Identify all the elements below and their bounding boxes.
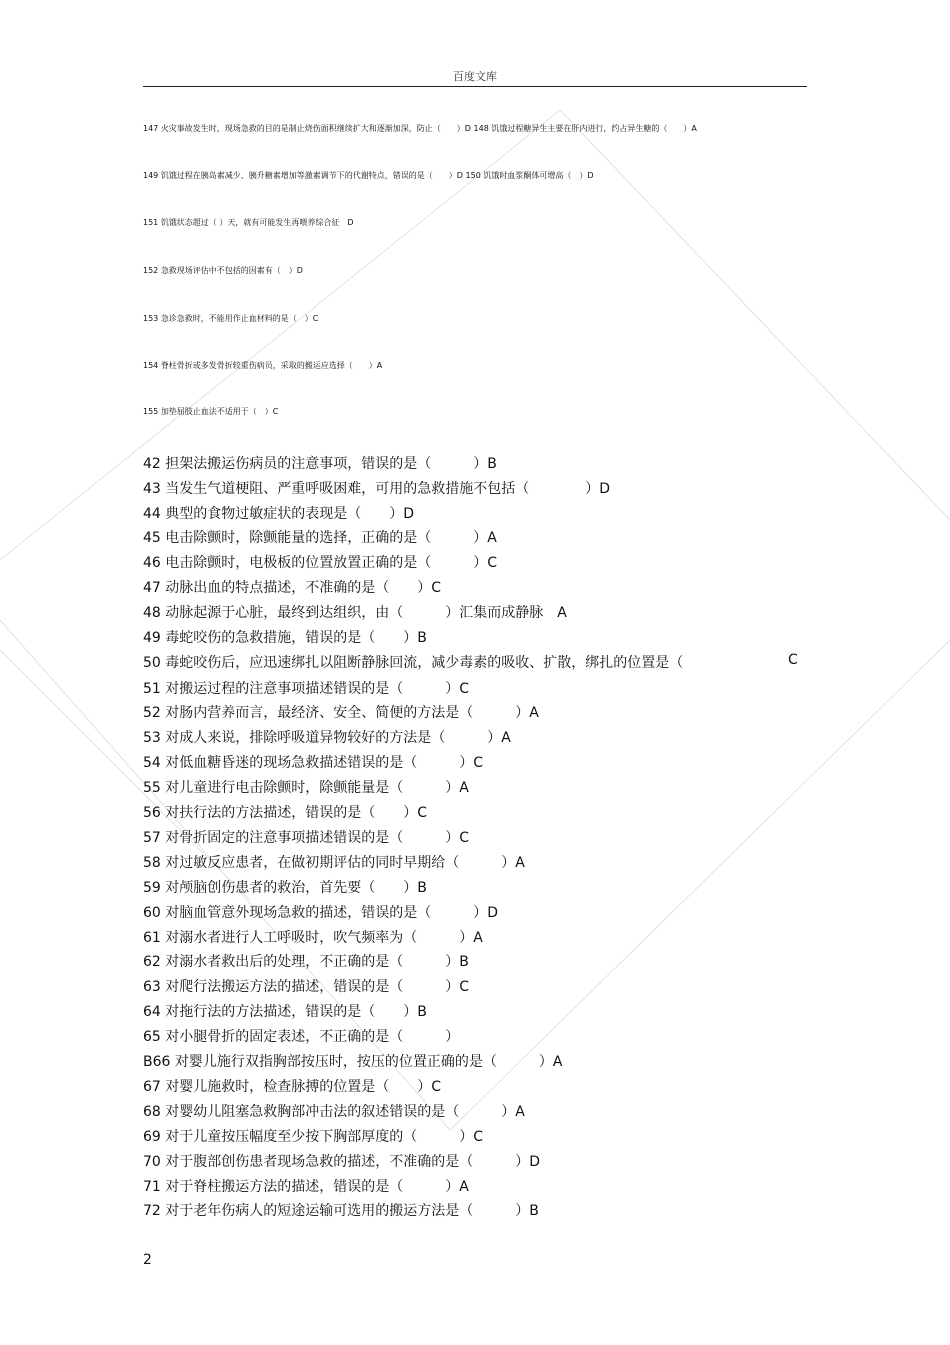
- header-divider: [143, 86, 807, 87]
- question-line: 152 急救现场评估中不包括的因素有（ ）D: [143, 266, 303, 275]
- question-line: 59 对颅脑创伤患者的救治，首先要（ ）B: [143, 880, 427, 896]
- question-line: 65 对小腿骨折的固定表述，不正确的是（ ）: [143, 1029, 460, 1045]
- question-line: 64 对拖行法的方法描述，错误的是（ ）B: [143, 1004, 427, 1020]
- question-line: 47 动脉出血的特点描述，不准确的是（ ）C: [143, 580, 442, 596]
- question-line: 50 毒蛇咬伤后，应迅速绑扎以阻断静脉回流，减少毒素的吸收、扩散，绑扎的位置是（: [143, 655, 684, 671]
- question-line: 68 对婴幼儿阻塞急救胸部冲击法的叙述错误的是（ ）A: [143, 1104, 525, 1120]
- question-line: 46 电击除颤时，电极板的位置放置正确的是（ ）C: [143, 555, 498, 571]
- question-line: 153 急诊急救时，不能用作止血材料的是（ ）C: [143, 314, 319, 323]
- question-line: 151 饥饿状态超过（ ）天，就有可能发生再喂养综合征 D: [143, 218, 354, 227]
- question-line: 70 对于腹部创伤患者现场急救的描述，不准确的是（ ）D: [143, 1154, 541, 1170]
- question-line: 69 对于儿童按压幅度至少按下胸部厚度的（ ）C: [143, 1129, 484, 1145]
- question-line: 71 对于脊柱搬运方法的描述，错误的是（ ）A: [143, 1179, 469, 1195]
- question-line: 147 火灾事故发生时，现场急救的目的是制止烧伤面积继续扩大和逐渐加深，防止（ ）D 148 饥饿过程糖异生主要在肝内进行，约占异生糖的（ ）A: [143, 124, 697, 133]
- question-line: 61 对溺水者进行人工呼吸时，吹气频率为（ ）A: [143, 930, 483, 946]
- question-line: 149 饥饿过程在胰岛素减少、胰升糖素增加等激素调节下的代谢特点，错误的是（ ）D 150 饥饿时血浆酮体可增高（ ）D: [143, 171, 594, 180]
- question-line: 48 动脉起源于心脏，最终到达组织，由（ ）汇集而成静脉 A: [143, 605, 567, 621]
- question-50-answer: C: [788, 652, 798, 668]
- question-line: 56 对扶行法的方法描述，错误的是（ ）C: [143, 805, 428, 821]
- question-line: 49 毒蛇咬伤的急救措施，错误的是（ ）B: [143, 630, 427, 646]
- question-line: 72 对于老年伤病人的短途运输可选用的搬运方法是（ ）B: [143, 1203, 539, 1219]
- question-line: 42 担架法搬运伤病员的注意事项，错误的是（ ）B: [143, 456, 497, 472]
- question-line: 45 电击除颤时，除颤能量的选择，正确的是（ ）A: [143, 530, 497, 546]
- page-number: 2: [143, 1252, 152, 1268]
- question-line: 54 对低血糖昏迷的现场急救描述错误的是（ ）C: [143, 755, 484, 771]
- question-line: 60 对脑血管意外现场急救的描述，错误的是（ ）D: [143, 905, 499, 921]
- page-header-title: 百度文库: [453, 70, 497, 83]
- question-line: 57 对骨折固定的注意事项描述错误的是（ ）C: [143, 830, 470, 846]
- question-line: 58 对过敏反应患者，在做初期评估的同时早期给（ ）A: [143, 855, 525, 871]
- question-line: 44 典型的食物过敏症状的表现是（ ）D: [143, 506, 415, 522]
- question-line: 51 对搬运过程的注意事项描述错误的是（ ）C: [143, 681, 470, 697]
- question-line: 63 对爬行法搬运方法的描述，错误的是（ ）C: [143, 979, 470, 995]
- question-line: 154 脊柱骨折或多发骨折较重伤病员，采取的搬运应选择（ ）A: [143, 361, 383, 370]
- question-line: 55 对儿童进行电击除颤时，除颤能量是（ ）A: [143, 780, 469, 796]
- question-line: B66 对婴儿施行双指胸部按压时，按压的位置正确的是（ ）A: [143, 1054, 563, 1070]
- question-line: 53 对成人来说，排除呼吸道异物较好的方法是（ ）A: [143, 730, 511, 746]
- question-line: 43 当发生气道梗阻、严重呼吸困难，可用的急救措施不包括（ ）D: [143, 481, 611, 497]
- question-line: 52 对肠内营养而言，最经济、安全、简便的方法是（ ）A: [143, 705, 539, 721]
- question-line: 155 加垫屈肢止血法不适用于（ ）C: [143, 407, 279, 416]
- question-line: 62 对溺水者救出后的处理，不正确的是（ ）B: [143, 954, 469, 970]
- question-line: 67 对婴儿施救时，检查脉搏的位置是（ ）C: [143, 1079, 442, 1095]
